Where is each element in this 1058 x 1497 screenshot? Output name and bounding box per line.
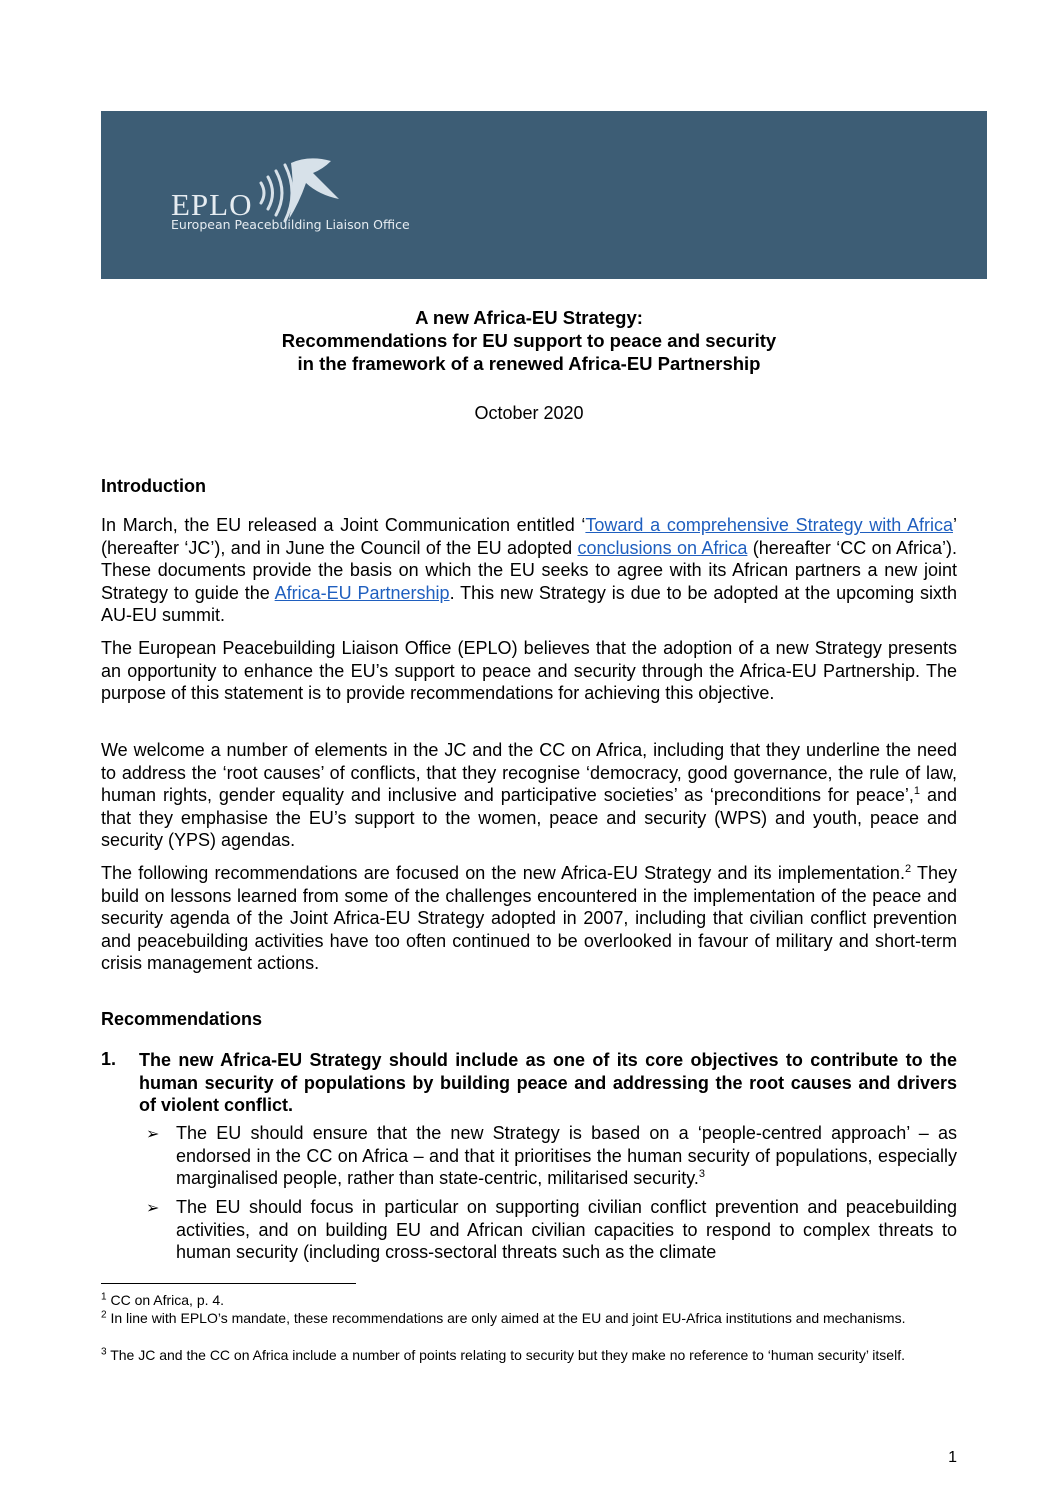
link-africa-eu-partnership[interactable]: Africa-EU Partnership (274, 582, 450, 603)
header-banner (101, 111, 987, 279)
intro-paragraph-2: The European Peacebuilding Liaison Office (EPLO) believes that the adoption of a new Strategy presents an opportunity to enhance the EU’s support to peace and security through the Africa-EU Partnership. The purpose of this statement is to provide recommendations for achieving this objective. (101, 638, 957, 704)
footnote-ref-1[interactable]: 1 (913, 785, 921, 798)
page-number: 1 (948, 1449, 957, 1466)
intro-paragraph-1: In March, the EU released a Joint Communication entitled ‘Toward a comprehensive Strategy with Africa’ (hereafter ‘JC’), and in June the Council of the EU adopted conclusions on Africa (hereafter ‘CC on Africa’). These documents provide the basis on which the EU seeks to agree with its African partners a new joint Strategy to guide the Africa-EU Partnership. This new Strategy is due to be adopted at the upcoming sixth AU-EU summit. (101, 515, 958, 626)
arrow-bullet-icon: ➢ (146, 1126, 160, 1143)
recommendation-text: The new Africa-EU Strategy should include as one of its core objectives to contribute to the human security of populations by building peace and addressing the root causes and drivers of violent conflict. (139, 1050, 957, 1116)
document-title-line-2: Recommendations for EU support to peace and security (281, 330, 777, 351)
document-title-line-1: A new Africa-EU Strategy: (415, 307, 643, 328)
logo-subtitle: European Peacebuilding Liaison Office (171, 217, 410, 232)
footnote: $^3$ The JC and the CC on Africa include a number of points relating to security but they make no reference to ‘human security’ itself. (101, 1346, 905, 1363)
arrow-bullet-icon: ➢ (146, 1200, 160, 1217)
recommendation-number: 1. (101, 1049, 117, 1069)
document-title-line-3: in the framework of a renewed Africa-EU Partnership (297, 353, 761, 374)
footnote: $^1$ CC on Africa, p. 4. (101, 1291, 225, 1308)
recommendation-bullet: The EU should focus in particular on supporting civilian conflict prevention and peacebuilding activities, and on building EU and African civilian capacities to respond to complex threats to human security (including cross-sectoral threats such as the climate (176, 1197, 957, 1263)
link-comprehensive-strategy[interactable]: Toward a comprehensive Strategy with Africa (585, 515, 953, 535)
recommendation-bullet: The EU should ensure that the new Strategy is based on a ‘people-centred approach’ – as endorsed in the CC on Africa – and that it prioritises the human security of populations, especially marginalised people, rather than state-centric, militarised security.$^3$ (176, 1123, 957, 1189)
footnote: $^2$ In line with EPLO’s mandate, these recommendations are only aimed at the EU and joint EU-Africa institutions and mechanisms. (101, 1309, 906, 1326)
footnote-ref-3[interactable]: 3 (698, 1168, 706, 1181)
introduction-heading: Introduction (101, 476, 206, 496)
footnote-ref-2[interactable]: 2 (904, 863, 912, 875)
intro-paragraph-3: We welcome a number of elements in the JC and the CC on Africa, including that they underline the need to address the ‘root causes’ of conflicts, that they recognise ‘democracy, good governance, the rule of law, human rights, gender equality and inclusive and participative societies’ as ‘preconditions for peace’,$^1$ and that they emphasise the EU’s support to the women, peace and security (WPS) and youth, peace and security (YPS) agendas. (101, 740, 957, 851)
link-conclusions-on-africa[interactable]: conclusions on Africa (577, 537, 748, 558)
recommendations-heading: Recommendations (101, 1009, 263, 1029)
intro-paragraph-4: The following recommendations are focused on the new Africa-EU Strategy and its implementation.$^2$ They build on lessons learned from some of the challenges encountered in the implementation of the peace and security agenda of the Joint Africa-EU Strategy adopted in 2007, including that civilian conflict prevention and peacebuilding activities have too often continued to be overlooked in favour of military and short-term crisis management actions. (101, 863, 957, 974)
footnote-divider (101, 1283, 356, 1284)
document-date: October 2020 (474, 403, 584, 423)
logo-wordmark: EPLO (171, 187, 253, 222)
